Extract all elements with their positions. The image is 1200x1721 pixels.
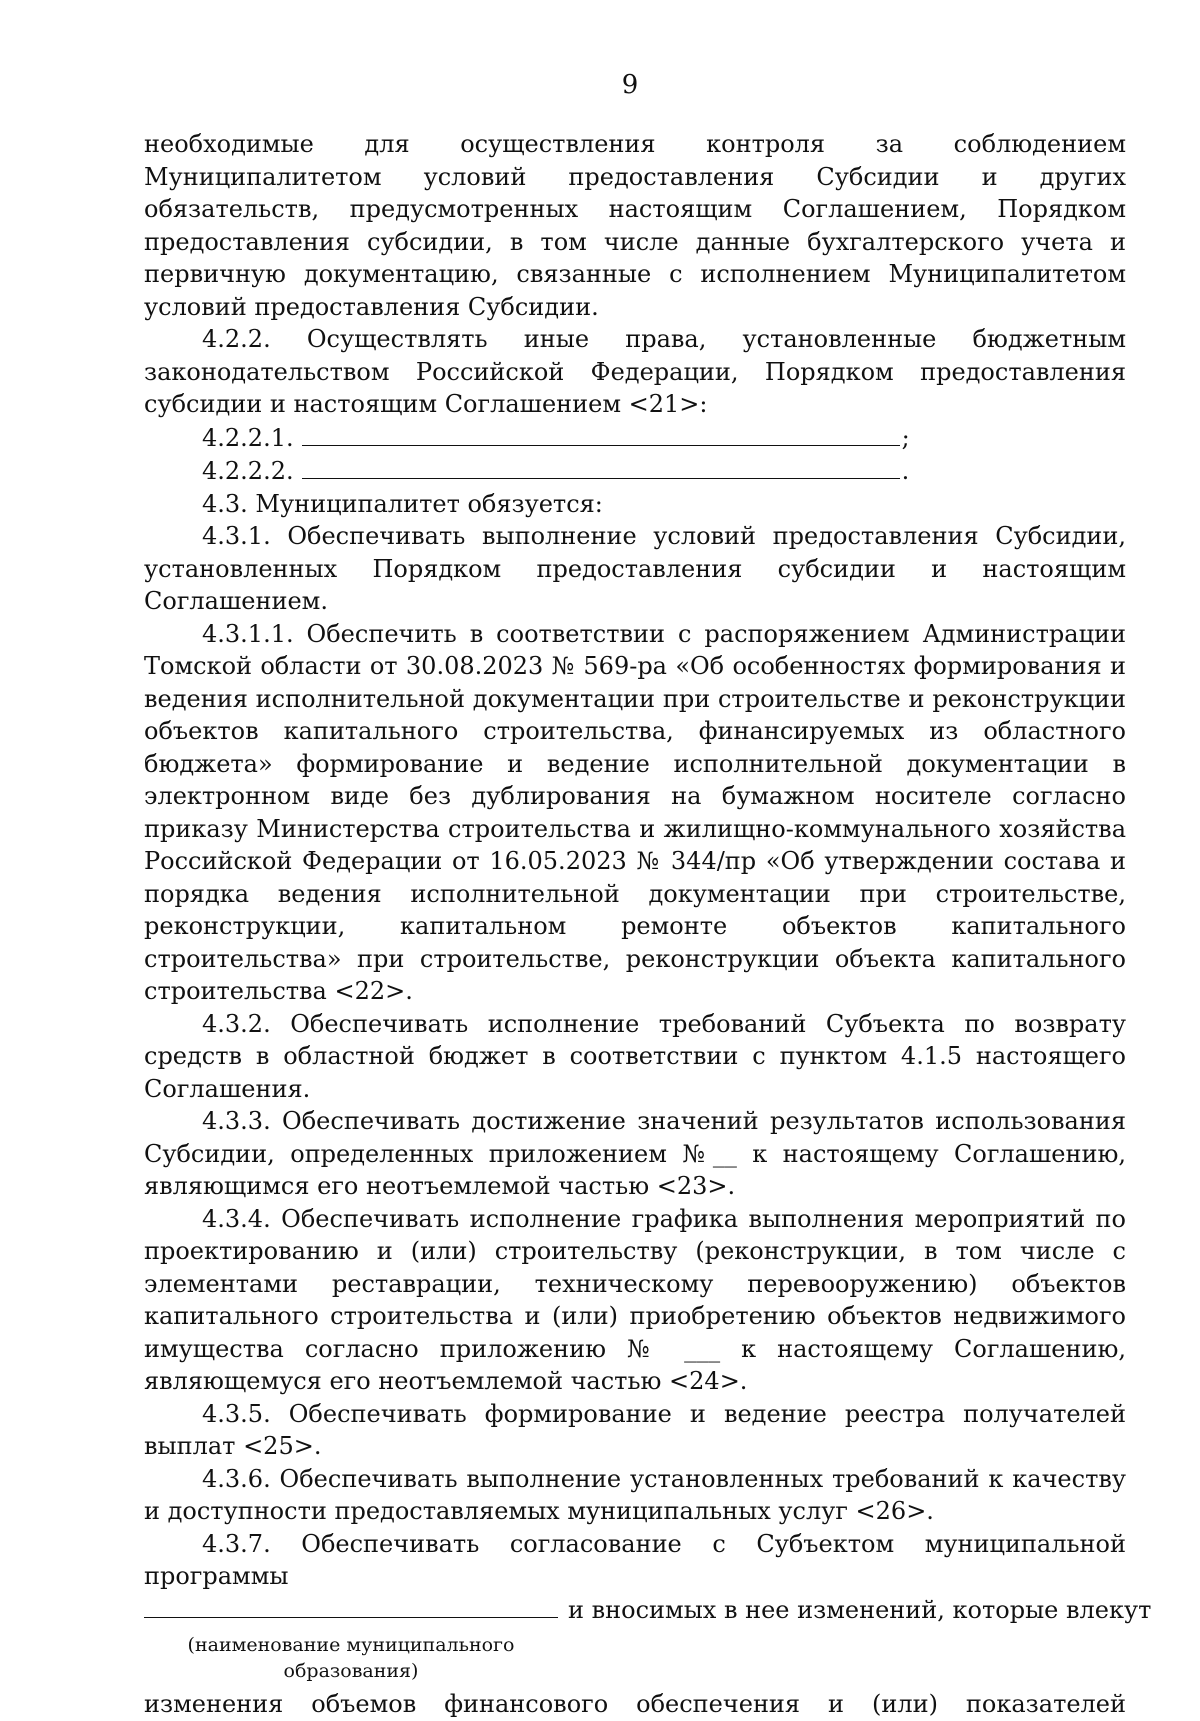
paragraph-4-3-5: 4.3.5. Обеспечивать формирование и ведение реестра получателей выплат <25>. — [144, 1399, 1126, 1460]
document-body — [144, 128, 1152, 1721]
item-4-2-2-2-end: . — [901, 457, 910, 485]
fill-in-blank — [302, 421, 900, 446]
page-number: 9 — [621, 70, 639, 100]
paragraph-4-3-7-tail: и вносимых в нее изменений, которые влекут — [568, 1595, 1152, 1624]
paragraph-last-line: изменения объемов финансового обеспечения и (или) показателей — [144, 1690, 1126, 1718]
paragraph-4-3-1: 4.3.1. Обеспечивать выполнение условий предоставления Субсидии, установленных Порядком предоставления субсидии и настоящим Соглашением. — [144, 522, 1126, 615]
paragraph-4-3-7-fill-row — [144, 1593, 1152, 1627]
item-4-2-2-1 — [144, 421, 1126, 455]
paragraph-4-3-1-1: 4.3.1.1. Обеспечить в соответствии с распоряжением Администрации Томской области от 30.08.2023 № 569-ра «Об особенностях формирования и ведения исполнительной документации при строительстве и реконструкции объектов капитального строительства, финансируемых из областного бюджета» формирование и ведение исполнительной документации в электронном виде без дублирования на бумажном носителе согласно приказу Министерства строительства и жилищно-коммунального хозяйства Российской Федерации от 16.05.2023 № 344/пр «Об утверждении состава и порядка ведения исполнительной документации при строительстве, реконструкции, капитальном ремонте объектов капитального строительства» при строительстве, реконструкции объекта капитального строительства <22>. — [144, 619, 1126, 1005]
item-4-2-2-1-label: 4.2.2.1. — [202, 423, 294, 452]
paragraph-4-3: 4.3. Муниципалитет обязуется: — [202, 489, 603, 518]
paragraph-4-3-2: 4.3.2. Обеспечивать исполнение требований Субъекта по возврату средств в областной бюджет в соответствии с пунктом 4.1.5 настоящего Соглашения. — [144, 1009, 1126, 1103]
paragraph-4-3-7: 4.3.7. Обеспечивать согласование с Субъектом муниципальной программы — [144, 1529, 1126, 1590]
paragraph-4-3-4: 4.3.4. Обеспечивать исполнение графика выполнения мероприятий по проектированию и (или) строительству (реконструкции, в том числе с элементами реставрации, техническому перевооружению) объектов капитального строительства и (или) приобретению объектов недвижимого имущества согласно приложению № ___ к настоящему Соглашению, являющемуся его неотъемлемой частью <24>. — [144, 1204, 1126, 1395]
paragraph-4-3-6: 4.3.6. Обеспечивать выполнение установленных требований к качеству и доступности предоставляемых муниципальных услуг <26>. — [144, 1464, 1126, 1525]
paragraph-4-3-3: 4.3.3. Обеспечивать достижение значений результатов использования Субсидии, определенных приложением №__ к настоящему Соглашению, являющимся его неотъемлемой частью <23>. — [144, 1107, 1126, 1200]
item-4-2-2-2 — [144, 454, 1126, 488]
item-4-2-2-2-label: 4.2.2.2. — [202, 457, 294, 485]
paragraph-continuation: необходимые для осуществления контроля за соблюдением Муниципалитетом условий предоставления Субсидии и других обязательств, предусмотренных настоящим Соглашением, Порядком предоставления субсидии, в том числе данные бухгалтерского учета и первичную документацию, связанные с исполнением Муниципалитетом условий предоставления Субсидии. — [144, 130, 1126, 321]
municipality-name-blank — [144, 1593, 558, 1618]
fill-in-blank — [302, 454, 900, 479]
paragraph-4-2-2: 4.2.2. Осуществлять иные права, установленные бюджетным законодательством Российской Федерации, Порядком предоставления субсидии и настоящим Соглашением <21>: — [144, 325, 1126, 418]
blank-caption: (наименование муниципального образования) — [187, 1634, 515, 1682]
item-4-2-2-1-end: ; — [901, 423, 910, 452]
